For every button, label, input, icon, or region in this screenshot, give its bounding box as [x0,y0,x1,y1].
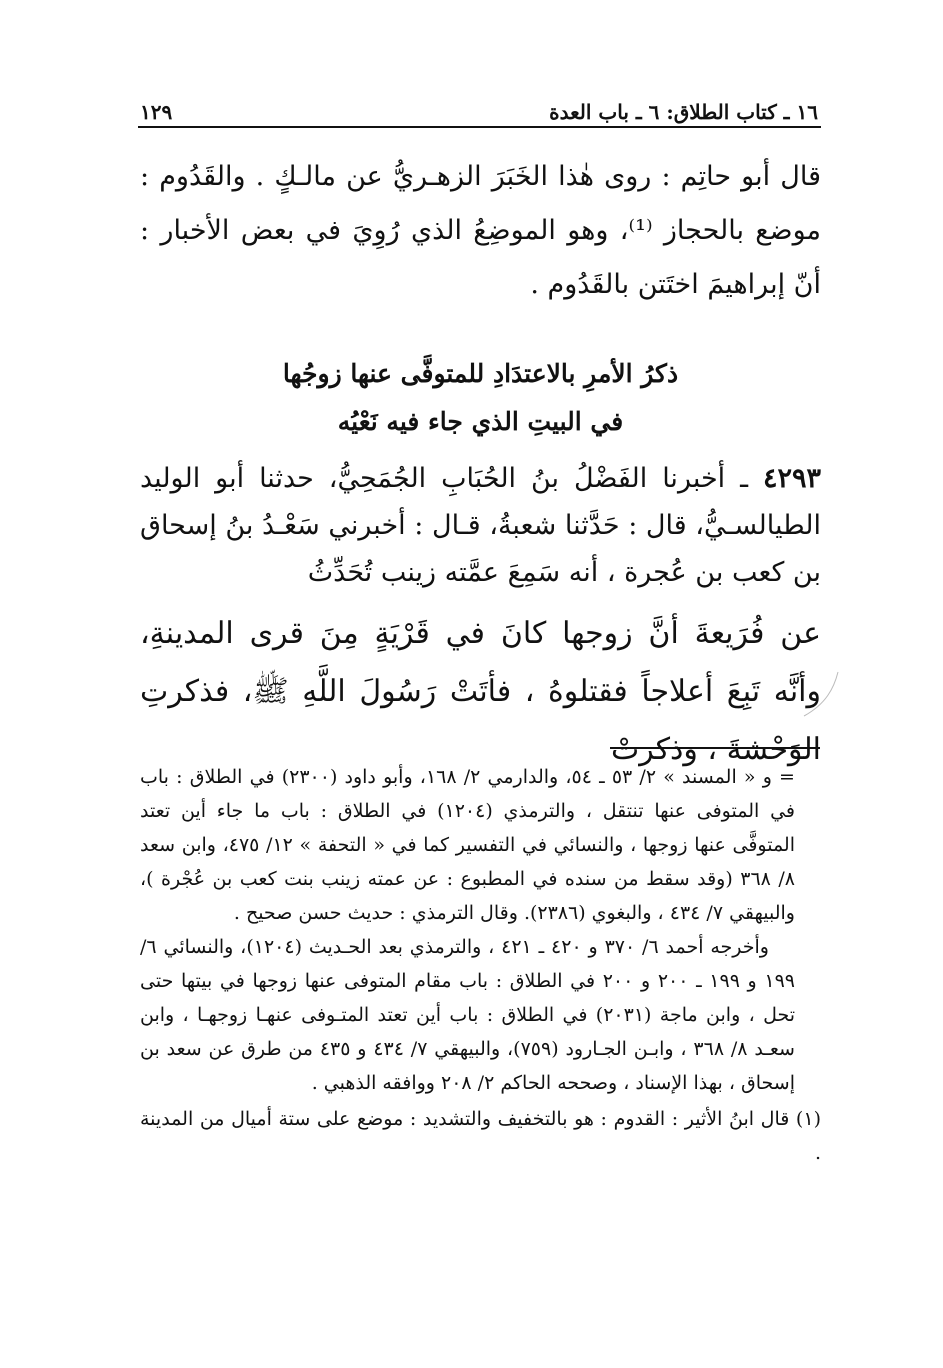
hadith-number: ٤٢٩٣ [762,463,821,494]
page-header [140,84,818,124]
footnote-continuation: = و « المسند » ٢/ ٥٣ ـ ٥٤، والدارمي ٢/ ١٦٨، وأبو داود (٢٣٠٠) في الطلاق : باب في المتوفى عنها تنتقل ، والترمذي (١٢٠٤) في الطلاق : باب ما جاء أين تعتد المتوفَّى عنها زوجها ، والنسائي في التفسير كما في « التحفة » ١٢/ ٤٧٥، وابن سعد ٨/ ٣٦٨ (وقد سقط من سنده في المطبوع : عن عمته زينب بنت كعب بن عُجْرة )، والبيهقي ٧/ ٤٣٤ ، والبغوي (٢٣٨٦). وقال الترمذي : حديث حسن صحيح . [140,766,796,924]
running-title: ١٦ ـ كتاب الطلاق: ٦ ـ باب العدة [549,100,818,124]
intro-text [140,150,821,312]
section-heading-line-2: في البيتِ الذي جاء فيه نَعْيُه [337,407,624,436]
footnote-takhrij: وأخرجه أحمد ٦/ ٣٧٠ و ٤٢٠ ـ ٤٢١ ، والترمذي بعد الحـديث (١٢٠٤)، والنسائي ٦/ ١٩٩ و ١٩٩ ـ ٢٠٠ و ٢٠٠ في الطلاق : باب مقام المتوفى عنها زوجها في بيتها حتى تحل ، وابن ماجة (٢٠٣١) في الطلاق : باب أين تعتد المتـوفى عنهـا زوجهـا ، وابن سعـد ٨/ ٣٦٨ ، وابـن الجـارود (٧٥٩)، والبيهقي ٧/ ٤٣٤ و ٤٣٥ من طرق عن سعد بن إسحاق ، بهذا الإسناد ، وصححه الحاكم ٢/ ٢٠٨ ووافقه الذهبي . [140,936,796,1094]
hadith-isnad [140,455,821,596]
page-number: ١٢٩ [140,100,173,124]
hadith-isnad-paragraph [140,455,821,596]
intro-paragraph: قال أبو حاتِم : روى هٰذا الخَبَرَ الزهـريُّ عن مالـكٍ . والقَدُوم : موضع بالحجاز ⁽¹⁾، وهو الموضِعُ الذي رُوِيَ في بعض الأخبار : أنّ إبراهيمَ اختَتن بالقَدُوم . [140,161,822,300]
scan-mark [800,670,840,720]
hadith-isnad-text: ـ أخبرنا الفَضْلُ بنُ الحُبَابِ الجُمَحِيُّ، حدثنا أبو الوليد الطيالسـيُّ، قال : حَدَّثنا شعبةُ، قـال : أخبرني سَعْـدُ بنُ إسحاق بن كعب بن عُجرة ، أنه سَمِعَ عمَّته زينب تُحَدِّثُ [140,463,821,588]
footnotes [140,760,821,1170]
hadith-matn-text: عن فُرَيعةَ أنَّ زوجها كانَ في قَرْيَةٍ مِنَ قرى المدينةِ، وأنَّه تَبِعَ أعلاجاً فقتلوهُ ، فأتَتْ رَسُولَ اللَّهِ ﷺ، فذكرتِ الوَحْشةَ ، وذكرتْ [140,616,821,767]
section-heading [140,350,821,446]
footnote-rule [610,747,820,749]
section-heading-line-1: ذكرُ الأمرِ بالاعتدَادِ للمتوفَّى عنها زوجُها [282,359,679,388]
hadith-matn [140,605,821,779]
footnote-1: (١) قال ابنُ الأثير : القدوم : هو بالتخفيف والتشديد : موضع على ستة أميال من المدينة . [140,1108,821,1164]
header-rule [138,126,821,128]
